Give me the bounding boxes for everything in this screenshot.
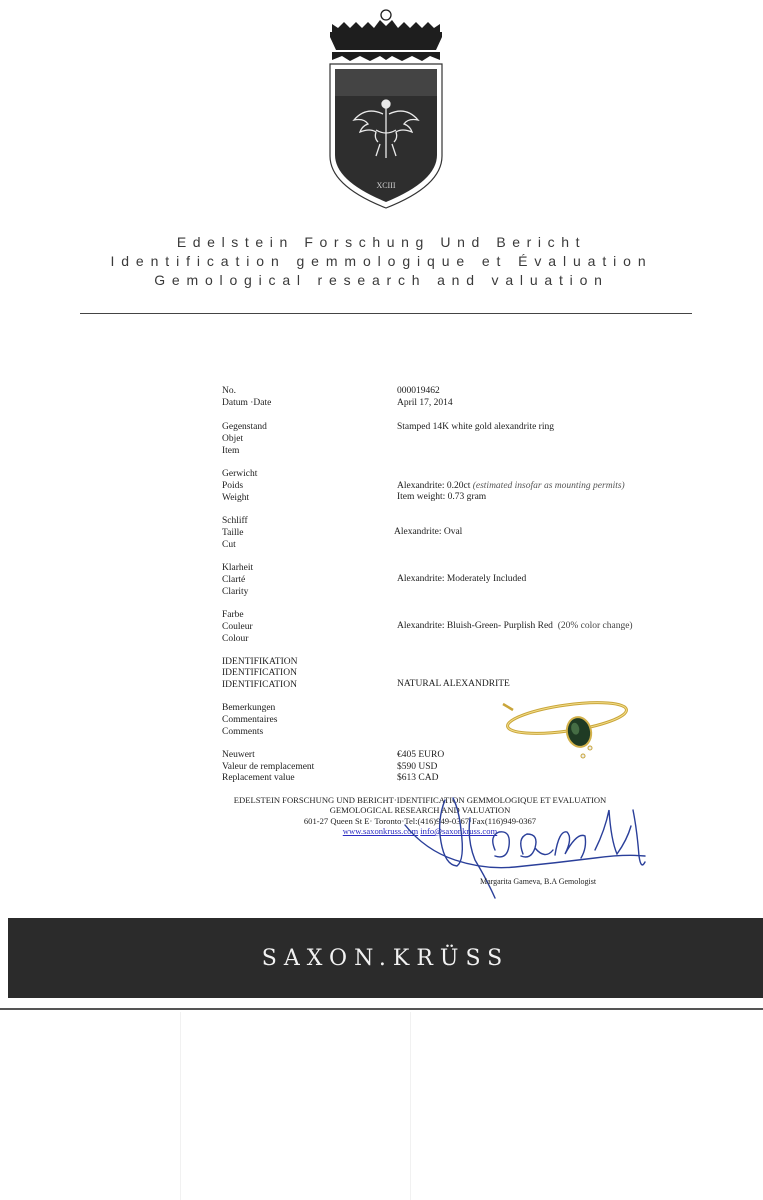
label-replacement-de: Neuwert	[222, 750, 255, 760]
label-weight-de: Gerwicht	[222, 469, 258, 479]
label-replacement-fr: Valeur de remplacement	[222, 762, 315, 772]
crest-emblem	[326, 6, 446, 212]
label-item-fr: Objet	[222, 434, 244, 444]
value-clarity: Alexandrite: Moderately Included	[397, 574, 527, 584]
signatory-name: Margarita Gameva, B.A Gemologist	[480, 877, 597, 886]
label-identification-fr: IDENTIFICATION	[222, 668, 297, 678]
label-colour-fr: Couleur	[222, 622, 253, 632]
value-colour-note: (20% color change)	[557, 621, 633, 631]
value-colour-main: Alexandrite: Bluish-Green- Purplish Red	[397, 621, 553, 631]
label-identification-de: IDENTIFIKATION	[222, 657, 298, 667]
label-comments-de: Bemerkungen	[222, 703, 276, 713]
label-cut-fr: Taille	[222, 528, 244, 538]
brand-banner	[8, 918, 763, 998]
label-clarity-fr: Clarté	[222, 575, 246, 585]
label-colour-de: Farbe	[222, 610, 244, 620]
label-clarity-en: Clarity	[222, 587, 249, 597]
scan-artifact	[180, 1012, 181, 1200]
footer-address: 601-27 Queen St E· Toronto·Tel:(416)949-0367·Fax(116)949-0367	[303, 816, 537, 826]
value-item: Stamped 14K white gold alexandrite ring	[397, 422, 554, 432]
label-identification-en: IDENTIFICATION	[222, 680, 297, 690]
value-number: 000019462	[397, 386, 440, 396]
label-comments-en: Comments	[222, 727, 264, 737]
footer-line-1: EDELSTEIN FORSCHUNG UND BERICHT·IDENTIFICATION GEMMOLOGIQUE ET EVALUATION	[233, 795, 607, 805]
label-replacement-en: Replacement value	[222, 773, 295, 783]
page-bottom-edge	[0, 1008, 763, 1010]
crest-numeral: XCIII	[376, 181, 396, 190]
value-weight-note: (estimated insofar as mounting permits)	[472, 481, 625, 491]
value-identification: NATURAL ALEXANDRITE	[397, 679, 510, 689]
scan-artifact	[410, 1012, 411, 1200]
label-clarity-de: Klarheit	[222, 563, 254, 573]
email-link[interactable]: info@saxonkruss.com	[420, 826, 498, 836]
title-english: Gemological research and valuation	[154, 272, 609, 288]
label-cut-de: Schliff	[222, 516, 248, 526]
label-number: No.	[222, 386, 236, 396]
value-replacement-eur: €405 EURO	[397, 750, 445, 760]
label-item-en: Item	[222, 446, 240, 456]
title-german: Edelstein Forschung Und Bericht	[176, 234, 587, 250]
header-divider	[80, 313, 692, 314]
value-replacement-usd: $590 USD	[397, 762, 438, 772]
value-date: April 17, 2014	[397, 398, 453, 408]
label-colour-en: Colour	[222, 634, 249, 644]
value-item-weight: Item weight: 0.73 gram	[397, 492, 487, 502]
label-cut-en: Cut	[222, 540, 236, 550]
value-weight-main: Alexandrite: 0.20ct	[397, 481, 471, 491]
ring-photo	[497, 690, 632, 765]
value-colour	[397, 621, 633, 633]
value-replacement-cad: $613 CAD	[397, 773, 439, 783]
value-cut: Alexandrite: Oval	[394, 527, 463, 537]
label-weight-en: Weight	[222, 493, 250, 503]
footer-line-2: GEMOLOGICAL RESEARCH AND VALUATION	[329, 805, 511, 815]
label-comments-fr: Commentaires	[222, 715, 278, 725]
label-weight-fr: Poids	[222, 481, 244, 491]
label-date: Datum ·Date	[222, 398, 272, 408]
website-link[interactable]: www.saxonkruss.com	[342, 826, 419, 836]
handwritten-signature	[395, 770, 665, 910]
brand-name: SAXON.KRÜSS	[261, 946, 510, 971]
value-weight	[397, 481, 625, 493]
title-french: Identification gemmologique et Évaluation	[110, 253, 653, 269]
label-item-de: Gegenstand	[222, 422, 267, 432]
